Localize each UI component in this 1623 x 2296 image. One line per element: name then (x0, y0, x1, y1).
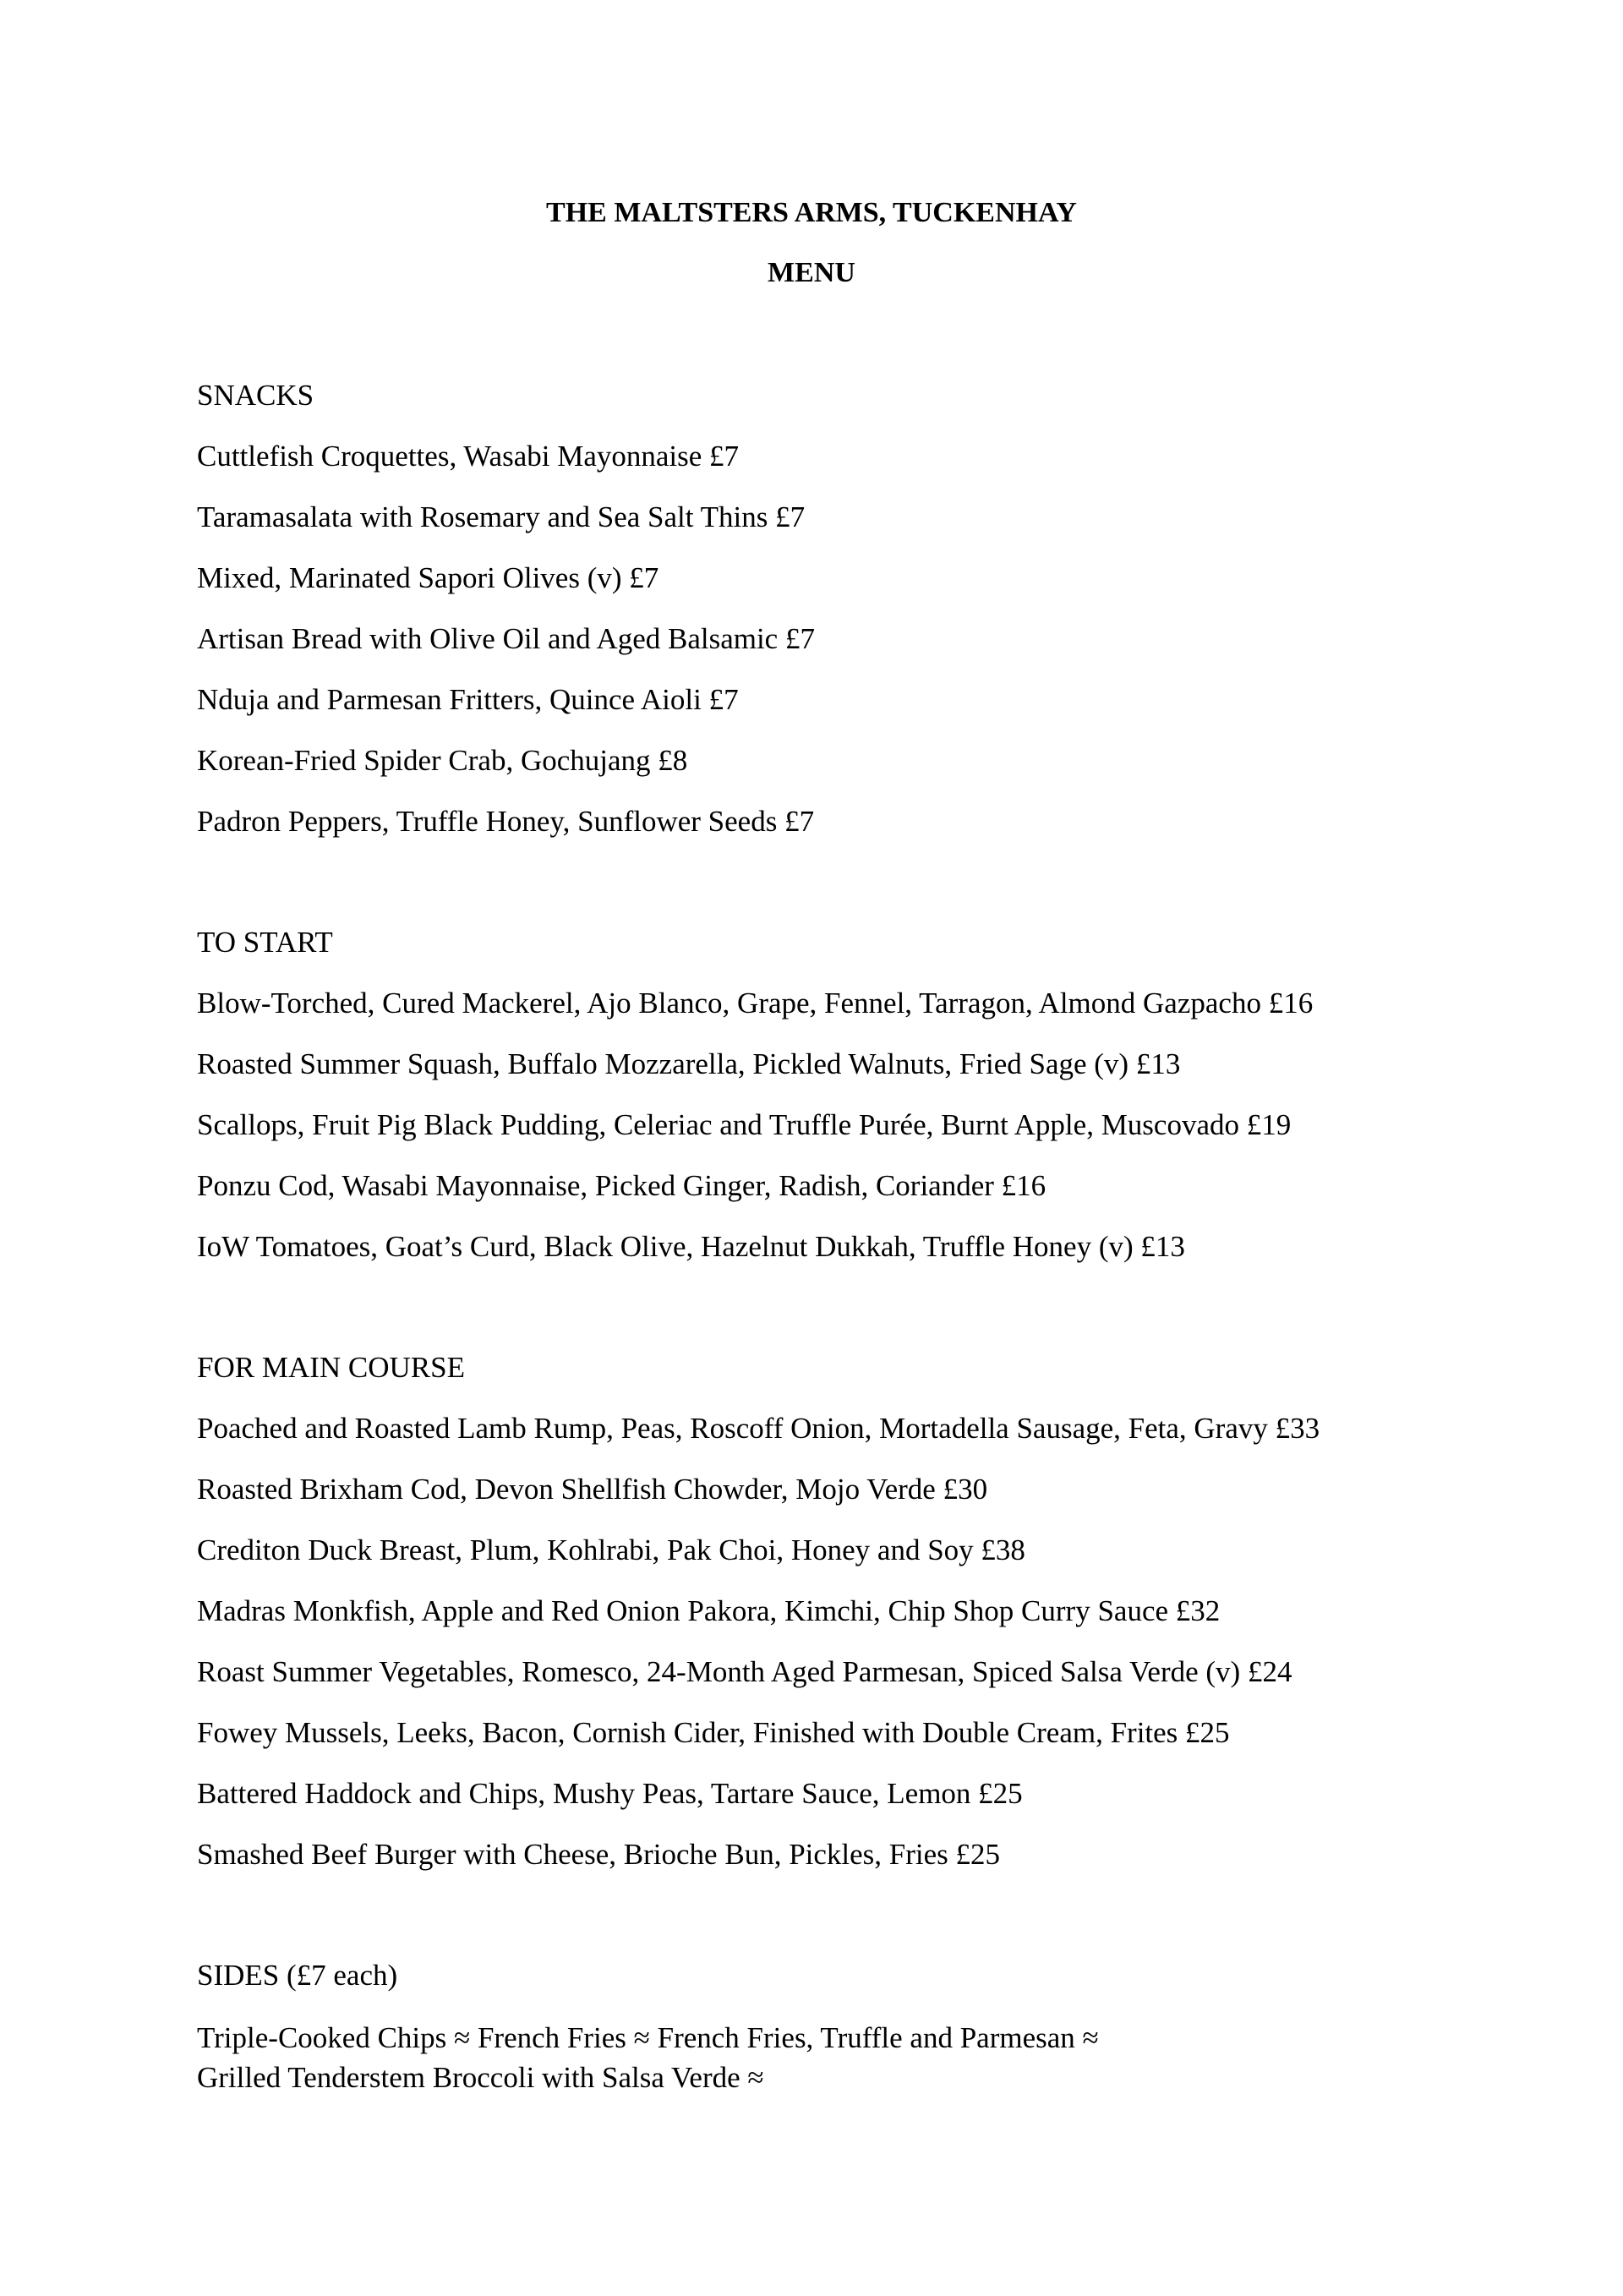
menu-item: Crediton Duck Breast, Plum, Kohlrabi, Pak Choi, Honey and Soy £38 (197, 1533, 1025, 1566)
menu-item: Roast Summer Vegetables, Romesco, 24-Month Aged Parmesan, Spiced Salsa Verde (v) £24 (197, 1655, 1292, 1688)
section-heading-to-start: TO START (197, 926, 333, 959)
mains-section (197, 1349, 1516, 1897)
menu-item: Madras Monkfish, Apple and Red Onion Pakora, Kimchi, Chip Shop Curry Sauce £32 (197, 1594, 1221, 1627)
menu-item: Padron Peppers, Truffle Honey, Sunflower Seeds £7 (197, 805, 815, 838)
restaurant-title: THE MALTSTERS ARMS, TUCKENHAY (546, 197, 1077, 228)
menu-item: IoW Tomatoes, Goat’s Curd, Black Olive, Hazelnut Dukkah, Truffle Honey (v) £13 (197, 1230, 1185, 1263)
snacks-section (197, 377, 1516, 864)
menu-item: Smashed Beef Burger with Cheese, Brioche Bun, Pickles, Fries £25 (197, 1838, 1001, 1871)
sides-line: Grilled Tenderstem Broccoli with Salsa Verde ≈ (197, 2061, 764, 2094)
menu-item: Poached and Roasted Lamb Rump, Peas, Roscoff Onion, Mortadella Sausage, Feta, Gravy £33 (197, 1412, 1320, 1445)
menu-item: Cuttlefish Croquettes, Wasabi Mayonnaise £7 (197, 440, 740, 473)
menu-item: Scallops, Fruit Pig Black Pudding, Celeriac and Truffle Purée, Burnt Apple, Muscovado £19 (197, 1108, 1292, 1141)
menu-item: Ponzu Cod, Wasabi Mayonnaise, Picked Ginger, Radish, Coriander £16 (197, 1169, 1046, 1202)
menu-item: Blow-Torched, Cured Mackerel, Ajo Blanco, Grape, Fennel, Tarragon, Almond Gazpacho £16 (197, 987, 1314, 1020)
menu-item: Roasted Summer Squash, Buffalo Mozzarella, Pickled Walnuts, Fried Sage (v) £13 (197, 1047, 1181, 1080)
menu-item: Korean-Fried Spider Crab, Gochujang £8 (197, 744, 688, 777)
section-heading-sides: SIDES (£7 each) (197, 1959, 398, 1992)
menu-item: Artisan Bread with Olive Oil and Aged Balsamic £7 (197, 622, 815, 655)
section-heading-main-course: FOR MAIN COURSE (197, 1351, 465, 1384)
sides-section (197, 1957, 1516, 2097)
sides-line: Triple-Cooked Chips ≈ French Fries ≈ French Fries, Truffle and Parmesan ≈ (197, 2021, 1099, 2054)
menu-item: Fowey Mussels, Leeks, Bacon, Cornish Cider, Finished with Double Cream, Frites £25 (197, 1716, 1230, 1749)
starters-section (197, 924, 1516, 1289)
menu-item: Roasted Brixham Cod, Devon Shellfish Chowder, Mojo Verde £30 (197, 1473, 988, 1506)
menu-heading: MENU (768, 257, 855, 288)
menu-item: Battered Haddock and Chips, Mushy Peas, Tartare Sauce, Lemon £25 (197, 1777, 1023, 1810)
menu-item: Nduja and Parmesan Fritters, Quince Aioli £7 (197, 683, 739, 716)
section-heading-snacks: SNACKS (197, 379, 314, 412)
menu-content (197, 377, 1516, 2097)
sides-list (197, 2018, 1516, 2097)
menu-item: Mixed, Marinated Sapori Olives (v) £7 (197, 561, 659, 594)
menu-item: Taramasalata with Rosemary and Sea Salt Thins £7 (197, 500, 806, 533)
